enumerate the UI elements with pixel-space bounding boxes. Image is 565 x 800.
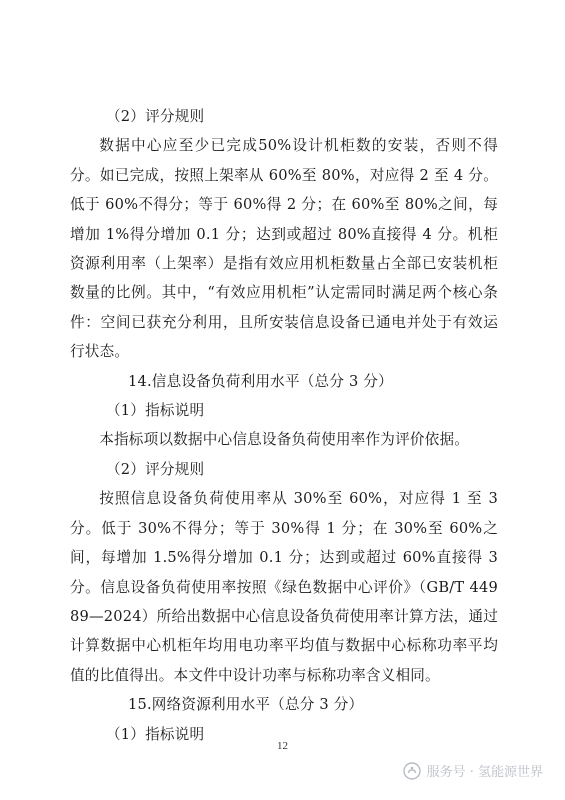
item-heading-14: 14.信息设备负荷利用水平（总分 3 分） xyxy=(128,372,393,390)
paragraph-load-utilization: 按照信息设备负荷使用率从 30%至 60%，对应得 1 至 3 分。低于 30%不得分；等于 30%得 1 分；在 30%至 60%之间，每增加 1.5%得分增加 0.1 分；达到或超过 60%直接得 3 分。信息设备负荷使用率按照《绿色数据中心评价》（GB/T 44989—2024）所给出数据中心信息设备负荷使用率计算方法，通过计算数据中心机柜年均用电功率平均值与数据中心标称功率平均值的比值得出。本文件中设计功率与标称功率含义相同。 xyxy=(70,490,498,684)
document-body xyxy=(70,102,498,749)
section-heading-scoring-rules-2: （2）评分规则 xyxy=(106,460,205,478)
paragraph-rack-utilization: 数据中心应至少已完成50%设计机柜数的安装，否则不得分。如已完成，按照上架率从 60%至 80%，对应得 2 至 4 分。低于 60%不得分；等于 60%得 2 分；在 60%至 80%之间，每增加 1%得分增加 0.1 分；达到或超过 80%直接得 4 分。机柜资源利用率（上架率）是指有效应用机柜数量占全部已安装机柜数量的比例。其中，“有效应用机柜”认定需同时满足两个核心条件：空间已获充分利用，且所安装信息设备已通电并处于有效运行状态。 xyxy=(70,137,498,361)
section-heading-indicator-description: （1）指标说明 xyxy=(106,402,205,420)
item-heading-15: 15.网络资源利用水平（总分 3 分） xyxy=(128,696,364,714)
paragraph-indicator-basis: 本指标项以数据中心信息设备负荷使用率作为评价依据。 xyxy=(99,431,470,449)
watermark xyxy=(403,761,543,780)
section-heading-indicator-description-2: （1）指标说明 xyxy=(106,725,205,743)
page-number: 12 xyxy=(277,740,288,752)
section-heading-scoring-rules: （2）评分规则 xyxy=(106,108,205,125)
wechat-service-icon xyxy=(403,762,421,780)
watermark-text: 服务号 · 氢能源世界 xyxy=(426,765,543,780)
